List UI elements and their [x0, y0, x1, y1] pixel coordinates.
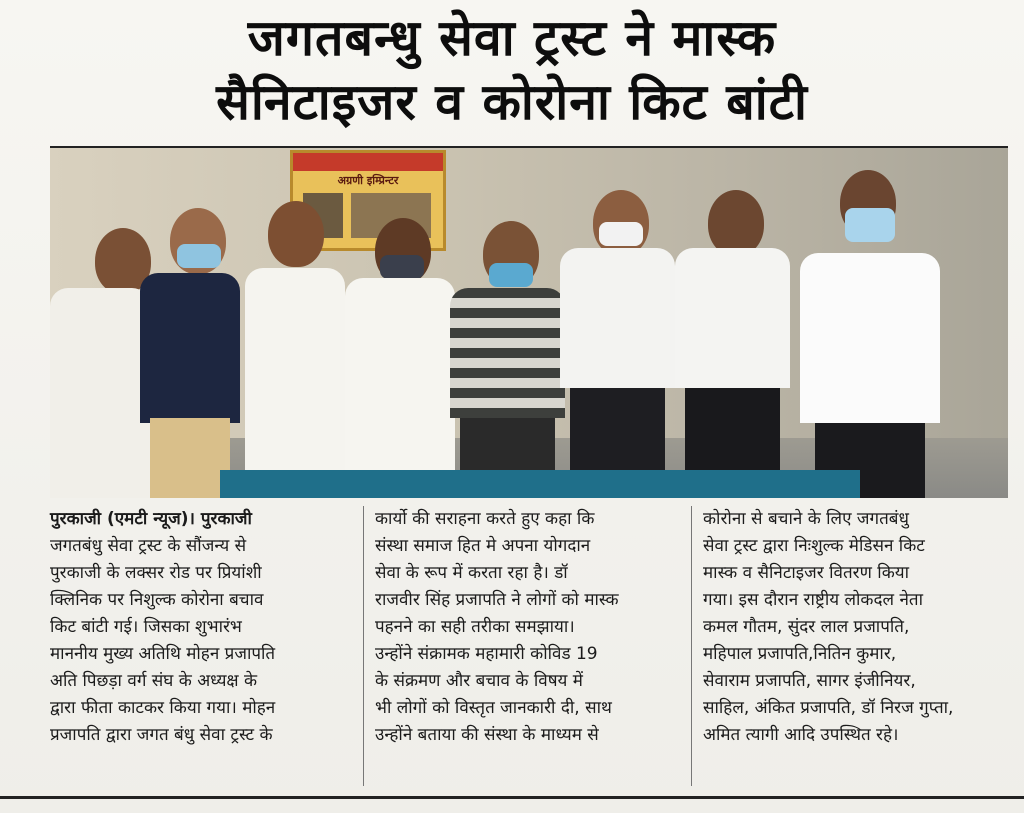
headline-line-1: जगतबन्धु सेवा ट्रस्ट ने मास्क [247, 9, 777, 67]
text-line: भी लोगों को विस्तृत जानकारी दी, साथ [375, 698, 612, 718]
text-line: अमित त्यागी आदि उपस्थित रहे। [703, 725, 899, 745]
text-line: अति पिछड़ा वर्ग संघ के अध्यक्ष के [50, 671, 258, 691]
text-line: साहिल, अंकित प्रजापति, डॉ निरज गुप्ता, [703, 698, 954, 718]
article-column-2 [375, 506, 680, 749]
text-line: कार्यो की सराहना करते हुए कहा कि [375, 509, 595, 529]
text-line: कोरोना से बचाने के लिए जगतबंधु [703, 509, 909, 529]
news-photo [50, 146, 1008, 498]
text-line: द्वारा फीता काटकर किया गया। मोहन [50, 698, 276, 718]
column-divider [363, 506, 364, 786]
poster-band [293, 153, 443, 171]
text-line: पुरकाजी (एमटी न्यूज)। पुरकाजी [50, 509, 252, 529]
article-body [50, 506, 1018, 796]
text-line: गया। इस दौरान राष्ट्रीय लोकदल नेता [703, 590, 923, 610]
column-divider [691, 506, 692, 786]
person [135, 178, 245, 498]
text-line: के संक्रमण और बचाव के विषय में [375, 671, 583, 691]
article-column-1 [50, 506, 350, 749]
person [240, 176, 350, 498]
poster-text: अग्रणी इम्प्रिन्टर [337, 174, 399, 187]
text-line: किट बांटी गई। जिसका शुभारंभ [50, 617, 242, 637]
text-line: महिपाल प्रजापति,नितिन कुमार, [703, 644, 897, 664]
article-column-3 [703, 506, 1013, 749]
person [555, 168, 680, 498]
text-line: मास्क व सैनिटाइजर वितरण किया [703, 563, 910, 583]
text-line: सेवाराम प्रजापति, सागर इंजीनियर, [703, 671, 916, 691]
person [785, 158, 955, 498]
text-line: उन्होंने बताया की संस्था के माध्यम से [375, 725, 599, 745]
bottom-rule [0, 796, 1024, 799]
person [670, 168, 795, 498]
text-line: पहनने का सही तरीका समझाया। [375, 617, 575, 637]
text-line: क्लिनिक पर निशुल्क कोरोना बचाव [50, 590, 264, 610]
text-line: सेवा के रूप में करता रहा है। डॉ [375, 563, 568, 583]
text-line: जगतबंधु सेवा ट्रस्ट के सौंजन्य से [50, 536, 247, 556]
person [340, 183, 460, 498]
text-line: पुरकाजी के लक्सर रोड पर प्रियांशी [50, 563, 262, 583]
headline [30, 6, 994, 134]
text-line: उन्होंने संक्रामक महामारी कोविड 19 [375, 644, 598, 664]
headline-line-2: सैनिटाइजर व कोरोना किट बांटी [216, 73, 808, 131]
text-line: सेवा ट्रस्ट द्वारा निःशुल्क मेडिसन किट [703, 536, 925, 556]
text-line: कमल गौतम, सुंदर लाल प्रजापति, [703, 617, 910, 637]
text-line: प्रजापति द्वारा जगत बंधु सेवा ट्रस्ट के [50, 725, 273, 745]
person [445, 183, 570, 498]
text-line: संस्था समाज हित मे अपना योगदान [375, 536, 591, 556]
text-line: माननीय मुख्य अतिथि मोहन प्रजापति [50, 644, 276, 664]
table [220, 470, 860, 498]
text-line: राजवीर सिंह प्रजापति ने लोगों को मास्क [375, 590, 619, 610]
